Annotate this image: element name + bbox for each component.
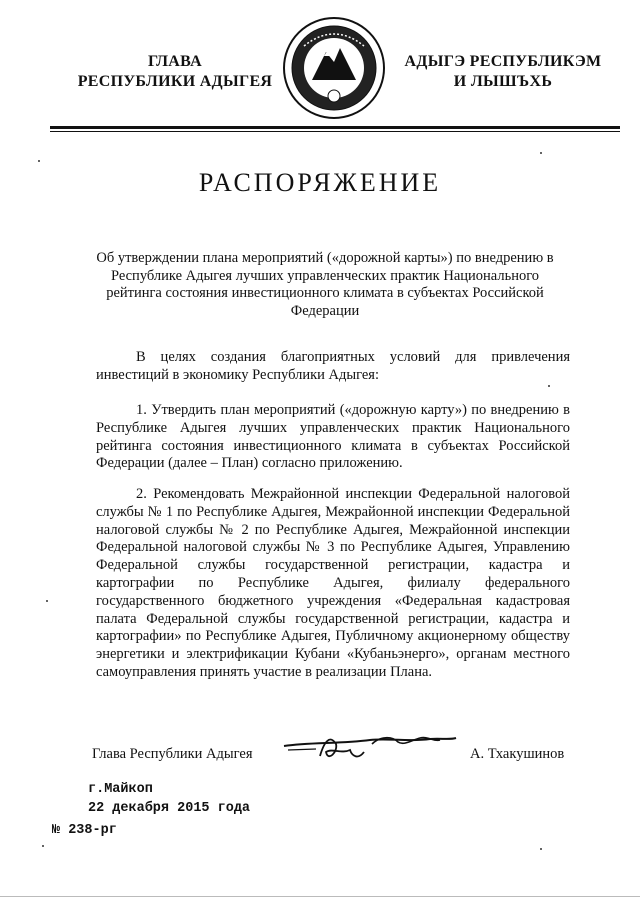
issuer-line-2: РЕСПУБЛИКИ АДЫГЕЯ: [77, 73, 273, 90]
issuer-header-russian: [60, 52, 290, 92]
issue-city: г.Майкоп: [88, 782, 153, 797]
signatory-title: Глава Республики Адыгея: [92, 746, 253, 762]
document-number: № 238-рг: [52, 823, 117, 838]
issuer-line-1: ГЛАВА: [148, 53, 202, 70]
header-divider-thin: [50, 131, 620, 132]
scan-speck: [540, 848, 542, 850]
item-2-paragraph: 2. Рекомендовать Межрайонной инспекции Федеральной налоговой службы № 1 по Республике Адыгея, Межрайонной инспекции Федеральной налоговой службы № 2 по Республике Адыгея, Межрайонной инспекции Федеральной налоговой службы № 3 по Республике Адыгея, Управлению Федеральной службы государственной регистрации, кадастра и картографии по Республике Адыгея, филиалу федерального государственного бюджетного учреждения «Федеральная кадастровая палата Федеральной службы государственной регистрации, кадастра и картографии» по Республике Адыгея, Публичному акционерному обществу энергетики и электрификации Кубани «Кубаньэнерго», органам местного самоуправления принять участие в реализации Плана.: [96, 486, 570, 680]
scan-speck: [548, 385, 550, 387]
preamble-paragraph: В целях создания благоприятных условий для привлечения инвестиций в экономику Республики Адыгея:: [96, 349, 570, 383]
coat-of-arms-emblem-icon: [282, 16, 386, 120]
issue-date: 22 декабря 2015 года: [88, 801, 251, 816]
scan-speck: [540, 152, 542, 154]
scan-edge-line: [0, 896, 640, 897]
issuer-adyghe-line-1: АДЫГЭ РЕСПУБЛИКЭМ: [404, 53, 602, 70]
scan-speck: [38, 160, 40, 162]
signatory-name: А. Тхакушинов: [470, 746, 565, 762]
header-divider-thick: [50, 126, 620, 129]
scan-speck: [46, 600, 48, 602]
document-title: РАСПОРЯЖЕНИЕ: [198, 168, 442, 197]
handwritten-signature: [280, 722, 460, 768]
issuer-header-adyghe: [388, 52, 618, 92]
issuer-adyghe-line-2: И ЛЫШЪХЬ: [453, 73, 553, 90]
item-1-paragraph: 1. Утвердить план мероприятий («дорожную карту») по внедрению в Республике Адыгея лучших управленческих практик Национального рейтинга состояния инвестиционного климата в субъектах Российской Федерации (далее – План) согласно приложению.: [96, 402, 570, 472]
scan-speck: [42, 845, 44, 847]
document-subject: Об утверждении плана мероприятий («дорожной карты») по внедрению в Республике Адыгея лучших управленческих практик Национального рейтинга состояния инвестиционного климата в субъектах Российской Федерации: [96, 250, 554, 319]
